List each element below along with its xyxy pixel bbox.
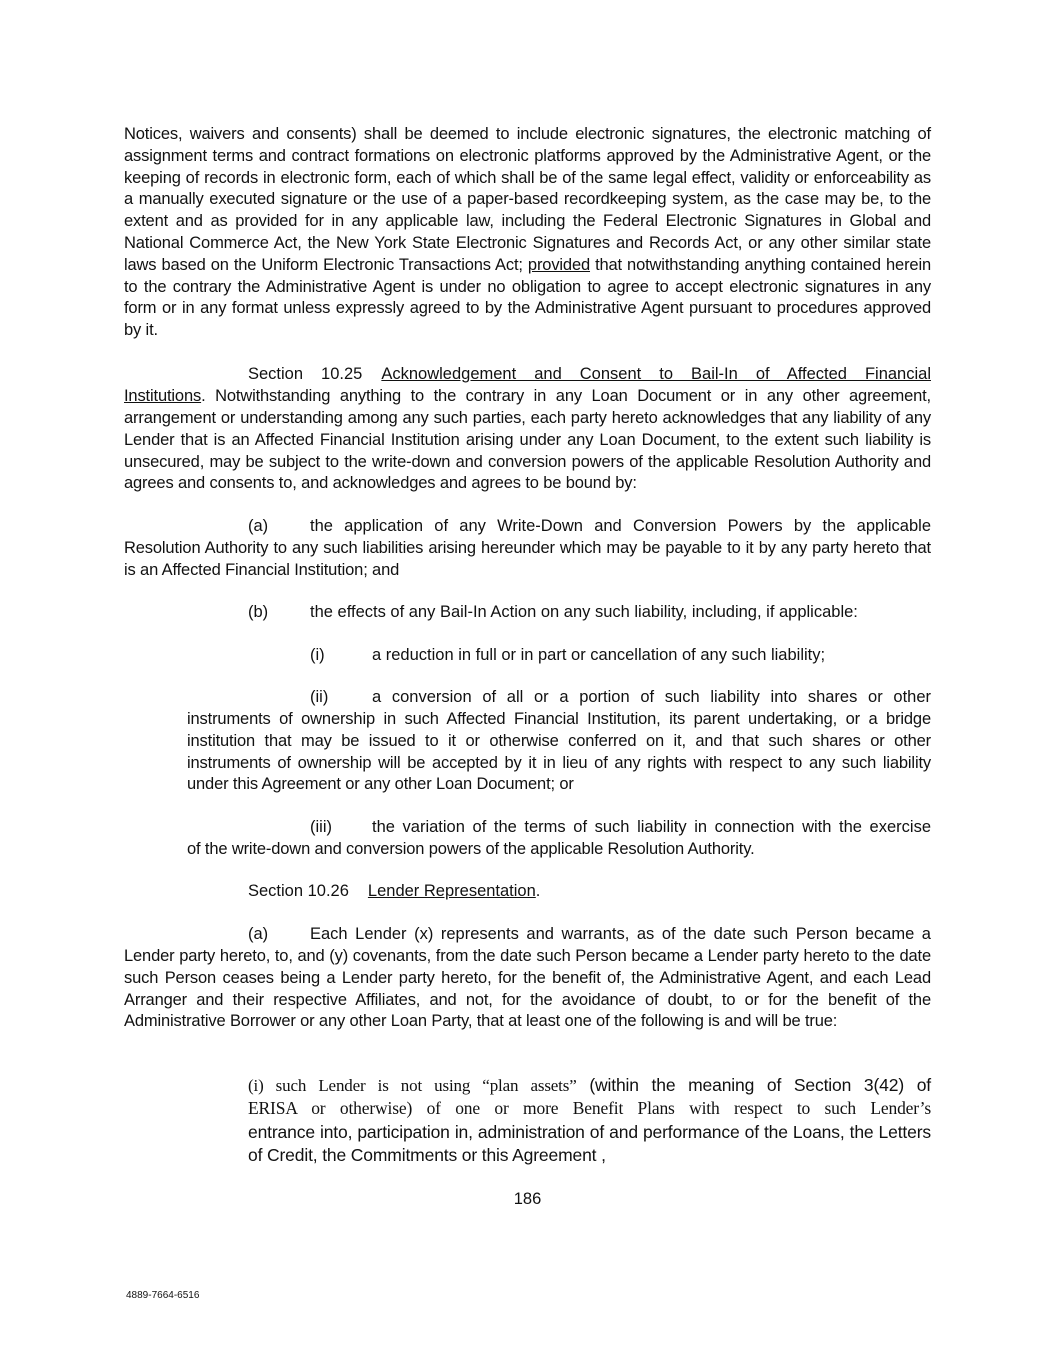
item-i-text: a reduction in full or in part or cancellation of any such liability; bbox=[372, 646, 826, 664]
section-10-25-heading bbox=[248, 364, 931, 386]
section-10-26-period: . bbox=[535, 882, 541, 900]
section-10-26-number: Section 10.26 bbox=[248, 882, 349, 900]
item-1026a-i-sans: (within the meaning of Section 3(42) of bbox=[576, 1075, 931, 1095]
paragraph-electronic-signatures bbox=[124, 124, 931, 342]
para1-text-a: Notices, waivers and consents) shall be deemed to include electronic signatures, the electronic matching of assignment terms and contract formations on electronic platforms approved by the Administrative Agent, or the keeping of records in electronic form, each of which shall be of the same legal effect, validity or enforceability as a manually executed signature or the use of a paper-based recordkeeping system, as the case may be, to the extent and as provided for in any applicable law, including the Federal Electronic Signatures in Global and National Commerce Act, the New York State Electronic Signatures and Records Act, or any other similar state laws based on the Uniform Electronic Transactions Act; bbox=[124, 125, 931, 274]
para1-text-b: that notwithstanding anything contained herein to the contrary the Administrative Agent is under no obligation to agree to accept electronic signatures in any form or in any format unless expressly agreed to by the Administrative Agent pursuant to procedures approved by it. bbox=[124, 255, 931, 340]
page-number: 186 bbox=[513, 1190, 542, 1208]
item-1026a-body: Lender party hereto, to, and (y) covenants, from the date such Person became a Lender party hereto to the date such Person ceases being a Lender party hereto, for the benefit of, the Administrative Agent, and each Lead Arranger and their respective Affiliates, and not, for the avoidance of doubt, to or for the benefit of the Administrative Borrower or any other Loan Party, that at least one of the following is and will be true: bbox=[124, 947, 931, 1031]
item-a-body: Resolution Authority to any such liabilities arising hereunder which may be payable to it by any party hereto that is an Affected Financial Institution; and bbox=[124, 539, 931, 579]
item-ii-body: instruments of ownership in such Affected Financial Institution, its parent undertaking, or a bridge institution that may be issued to it or otherwise conferred on it, and that such shares or other instruments of ownership will be accepted by it in lieu of any rights with respect to any such liability under this Agreement or any other Loan Document; or bbox=[187, 710, 931, 794]
item-1026a-i-line2: ERISA or otherwise) of one or more Benefit Plans with respect to such Lender’s bbox=[248, 1098, 931, 1118]
item-iii-label: (iii) bbox=[310, 818, 332, 836]
item-a-label: (a) bbox=[248, 517, 269, 535]
section-10-25-title-cont: Institutions bbox=[124, 387, 202, 405]
provided-term: provided bbox=[527, 255, 591, 274]
item-a-first: the application of any Write-Down and Conversion Powers by the applicable bbox=[310, 517, 931, 535]
item-ii-label: (ii) bbox=[310, 688, 329, 706]
item-1026a-first: Each Lender (x) represents and warrants, as of the date such Person became a bbox=[310, 925, 931, 943]
document-id: 4889-7664-6516 bbox=[126, 1290, 200, 1301]
item-b-text: the effects of any Bail-In Action on any such liability, including, if applicable: bbox=[310, 603, 858, 621]
item-iii-body: of the write-down and conversion powers of the applicable Resolution Authority. bbox=[187, 840, 755, 858]
item-b-label: (b) bbox=[248, 603, 269, 621]
item-i-label: (i) bbox=[310, 646, 325, 664]
section-10-25-title: Acknowledgement and Consent to Bail-In of Affected Financial bbox=[381, 365, 931, 383]
item-1026a-i-serif: (i) such Lender is not using “plan assets” bbox=[248, 1076, 577, 1095]
item-ii-first: a conversion of all or a portion of such liability into shares or other bbox=[372, 688, 931, 706]
section-10-25-number: Section 10.25 bbox=[248, 365, 363, 383]
item-1026a-i-body: entrance into, participation in, administration of and performance of the Loans, the Letters of Credit, the Commitments or this Agreement , bbox=[248, 1122, 931, 1165]
section-10-25-body-first: . Notwithstanding anything to the contrary in any Loan Document or in any other agreement, bbox=[201, 387, 931, 405]
item-iii-first: the variation of the terms of such liability in connection with the exercise bbox=[372, 818, 931, 836]
item-1026a-label: (a) bbox=[248, 925, 269, 943]
section-10-25-line2 bbox=[124, 386, 931, 408]
section-10-26-heading bbox=[248, 881, 540, 903]
section-10-26-title: Lender Representation bbox=[367, 882, 536, 900]
item-1026a-i-line1 bbox=[248, 1075, 931, 1098]
section-10-25-body: arrangement or understanding among any such parties, each party hereto acknowledges that any liability of any Lender that is an Affected Financial Institution arising under any Loan Document, to the extent such liability is unsecured, may be subject to the write-down and conversion powers of the applicable Resolution Authority and agrees and consents to, and acknowledges and agrees to be bound by: bbox=[124, 409, 931, 493]
